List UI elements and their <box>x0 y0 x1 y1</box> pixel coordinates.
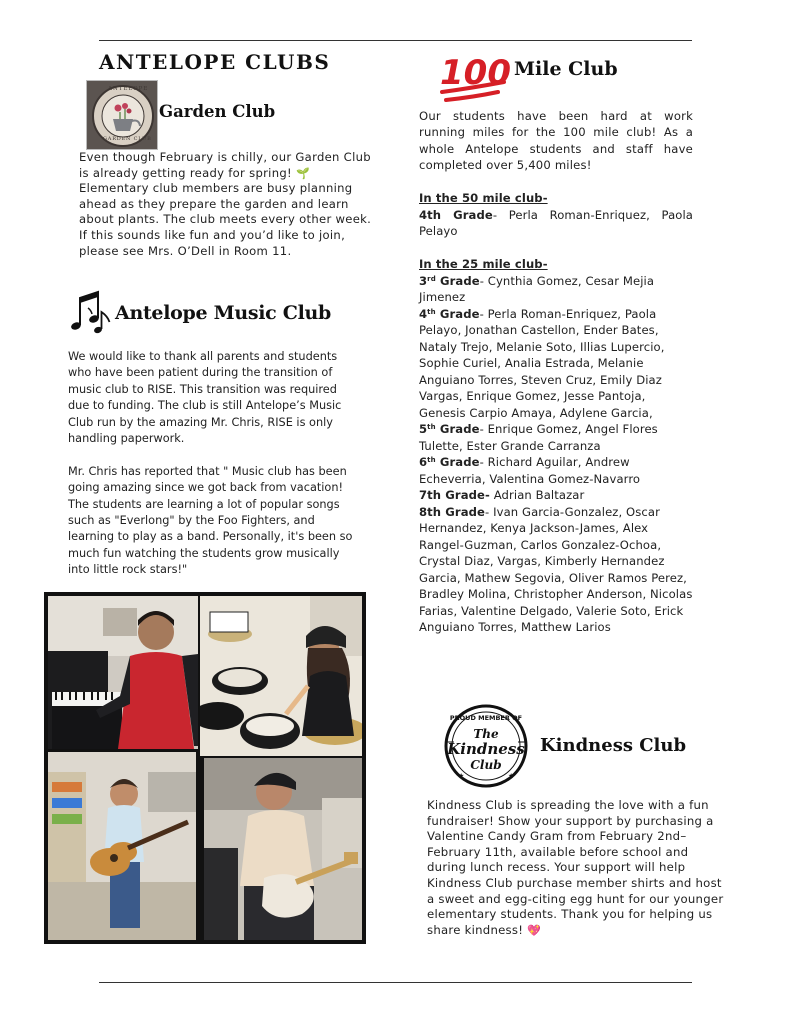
svg-text:★: ★ <box>458 772 465 780</box>
grade-label: 8th Grade <box>419 504 486 519</box>
grade-suffix: th <box>427 307 436 316</box>
music-photo-collage <box>44 592 366 944</box>
grade-suffix: th <box>427 423 436 431</box>
kindness-club-text <box>427 798 727 938</box>
fifty-mile-grade4-entry <box>419 207 693 240</box>
grade-suffix: rd <box>427 274 436 283</box>
grade-suffix: th <box>427 456 436 464</box>
grade5-entry <box>419 421 693 454</box>
kindness-club-badge <box>436 702 536 790</box>
grade7-entry <box>419 487 693 504</box>
grade8-entry <box>419 504 693 636</box>
grade-names: - Perla Roman-Enriquez, Paola Pelayo <box>419 207 693 238</box>
music-club-heading: Antelope Music Club <box>115 302 331 324</box>
svg-text:★: ★ <box>508 772 515 780</box>
grade-names: - Ivan Garcia-Gonzalez, Oscar Hernandez, Kenya Jackson-James, Alex Rangel-Guzman, Carlos Gonzalez-Ochoa, Crystal Diaz, Vargas, Kimberly Hernandez Garcia, Mathew Segovia, Oliver Ramos Perez, Bradley Molina, Christopher Anderson, Nicolas Farias, Valentine Delgado, Valerie Soto, Erick Anguiano Torres, Matthew Larios <box>419 504 693 634</box>
music-notes-icon <box>68 288 116 334</box>
photo-drum-student <box>200 596 362 756</box>
mile-club-intro: Our students have been hard at work running miles for the 100 mile club! As a whole Antelope students and staff have completed over 5,400 miles! <box>419 109 693 173</box>
music-club-text <box>68 349 360 579</box>
grade-number: 6 <box>419 455 428 469</box>
kindness-text-body: Kindness Club is spreading the love with a fun fundraiser! Show your support by purchasing a Valentine Candy Gram from February 2nd–February 11th, available before school and during lunch recess. Your support will help Kindness Club purchase member shirts and host a sweet and egg-citing egg hunt for our younger elementary students. Thank you for helping us share kindness! <box>427 798 724 937</box>
hundred-points-icon <box>438 46 512 106</box>
garden-club-heading: Garden Club <box>159 102 276 121</box>
hundred-icon-text: 100 <box>440 53 511 93</box>
grade-word: Grade <box>435 422 480 436</box>
grade-label: 7th Grade- <box>419 488 490 502</box>
twenty-five-mile-club-list <box>419 256 693 636</box>
top-divider <box>99 40 692 41</box>
grade-label: 4th Grade <box>419 207 493 222</box>
garden-club-text <box>79 150 379 259</box>
photo-guitar-student-standing <box>48 752 196 940</box>
grade-number: 5 <box>419 422 428 436</box>
grade3-entry <box>419 273 693 306</box>
heart-icon: 💖 <box>527 923 542 937</box>
twenty-five-mile-title: In the 25 mile club- <box>419 257 548 271</box>
photo-electric-guitar-student <box>204 758 362 940</box>
grade-word: Grade <box>435 273 480 288</box>
grade-names: - Cynthia Gomez, Cesar Mejia Jimenez <box>419 273 655 304</box>
page-title: ANTELOPE CLUBS <box>99 50 331 74</box>
bottom-divider <box>99 982 692 983</box>
grade-names: - Richard Aguilar, Andrew Echeverria, Valentina Gomez-Navarro <box>419 455 641 486</box>
garden-text-part2: Elementary club members are busy planning ahead as they prepare the garden and learn about plants. The club meets every other week. If this sounds like fun and you’d like to join, please see Mrs. O’Dell in Room 11. <box>79 181 372 258</box>
garden-logo-top-text: ANTELOPE <box>108 86 149 92</box>
garden-logo-text-layer <box>86 80 158 150</box>
grade6-entry <box>419 454 693 487</box>
music-paragraph-1: We would like to thank all parents and students who have been patient during the transition of music club to RISE. This transition was required due to funding. The club is still Antelope’s Music Club run by the amazing Mr. Chris, RISE is only handling paperwork. <box>68 350 342 446</box>
grade-names: Adrian Baltazar <box>489 488 585 502</box>
kindness-club-heading: Kindness Club <box>540 735 687 756</box>
music-paragraph-2: Mr. Chris has reported that " Music club has been going amazing since we got back from vacation! The students are learning a lot of popular songs such as "Everlong" by the Foo Fighters, and learning to play as a band. Personally, it's been so much fun watching the students grow musically into little rock stars!" <box>68 464 353 577</box>
photo-piano-student <box>48 596 198 749</box>
badge-line-2: Kindness <box>447 740 525 758</box>
grade-number: 3 <box>419 273 428 288</box>
grade-word: Grade <box>435 455 480 469</box>
sprout-icon: 🌱 <box>295 166 310 180</box>
garden-logo-bottom-text: GARDEN CLUB <box>103 136 152 142</box>
fifty-mile-title: In the 50 mile club- <box>419 191 548 205</box>
badge-line-3: Club <box>470 758 502 772</box>
grade-names: - Enrique Gomez, Angel Flores Tulette, Ester Grande Carranza <box>419 422 658 453</box>
badge-top-text: PROUD MEMBER OF <box>449 714 523 722</box>
fifty-mile-club-list <box>419 190 693 240</box>
grade-names: - Perla Roman-Enriquez, Paola Pelayo, Jonathan Castellon, Ender Bates, Nataly Trejo, Melanie Soto, Illias Lupercio, Sophie Curiel, Analia Estrada, Melanie Anguiano Torres, Steven Cruz, Emily Diaz Vargas, Enrique Gomez, Jesse Pantoja, Genesis Carpio Amaya, Adylene Garcia, <box>419 306 665 420</box>
grade-number: 4 <box>419 306 428 321</box>
garden-text-part1: Even though February is chilly, our Garden Club is already getting ready for spring! <box>79 150 371 180</box>
mile-club-heading: Mile Club <box>514 58 618 80</box>
badge-line-1: The <box>473 727 499 741</box>
grade4-entry <box>419 306 693 422</box>
grade-word: Grade <box>435 306 480 321</box>
